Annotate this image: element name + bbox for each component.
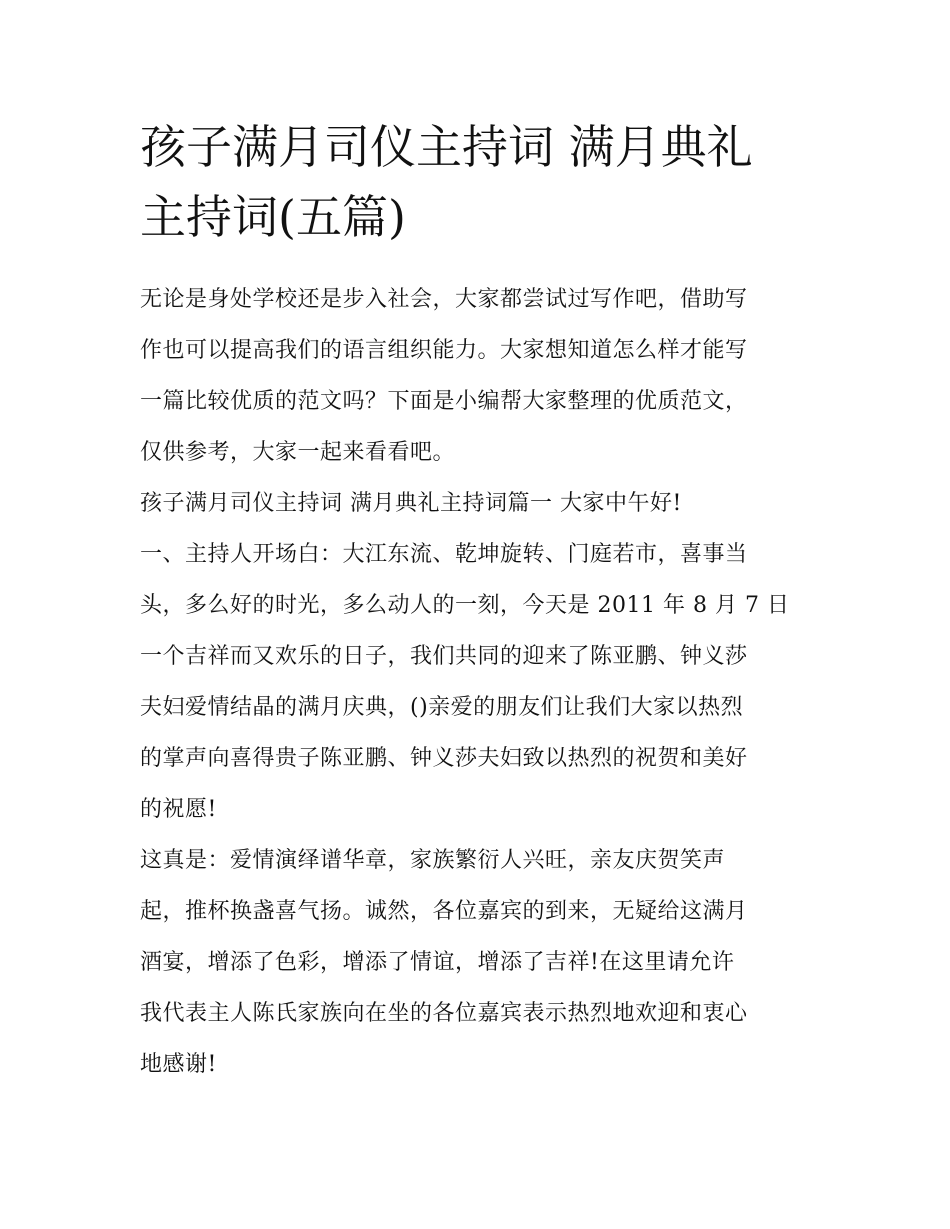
text-line: 一篇比较优质的范文吗？下面是小编帮大家整理的优质范文，: [140, 389, 748, 414]
text-line: 无论是身处学校还是步入社会，大家都尝试过写作吧，借助写: [140, 287, 748, 312]
text-line: 头，多么好的时光，多么动人的一刻，今天是 2011 年 8 月 7 日: [140, 593, 790, 618]
text-line: 仅供参考，大家一起来看看吧。: [140, 440, 456, 465]
document-title: [140, 112, 820, 252]
text-line: 地感谢!: [140, 1052, 217, 1077]
title-line: 主持词(五篇): [140, 190, 406, 244]
title-line: 孩子满月司仪主持词 满月典礼: [140, 120, 753, 174]
text-line: 的掌声向喜得贵子陈亚鹏、钟义莎夫妇致以热烈的祝贺和美好: [140, 746, 748, 771]
text-line: 一个吉祥而又欢乐的日子，我们共同的迎来了陈亚鹏、钟义莎: [140, 644, 748, 669]
text-line: 起，推杯换盏喜气扬。诚然，各位嘉宾的到来，无疑给这满月: [140, 899, 748, 924]
text-line: 作也可以提高我们的语言组织能力。大家想知道怎么样才能写: [140, 338, 748, 363]
paragraph-section-heading: [140, 478, 820, 529]
text-line: 我代表主人陈氏家族向在坐的各位嘉宾表示热烈地欢迎和衷心: [140, 1001, 748, 1026]
paragraph-opening-remarks: [140, 529, 820, 835]
text-line: 酒宴，增添了色彩，增添了情谊，增添了吉祥!在这里请允许: [140, 950, 735, 975]
paragraph-welcome: [140, 835, 820, 1090]
text-line: 一、主持人开场白：大江东流、乾坤旋转、门庭若市，喜事当: [140, 542, 748, 567]
paragraph-intro: [140, 274, 820, 478]
text-line: 这真是：爱情演绎谱华章，家族繁衍人兴旺，亲友庆贺笑声: [140, 848, 726, 873]
document-page: [140, 112, 820, 1090]
text-line: 孩子满月司仪主持词 满月典礼主持词篇一 大家中午好!: [140, 491, 682, 516]
text-line: 夫妇爱情结晶的满月庆典，()亲爱的朋友们让我们大家以热烈: [140, 695, 744, 720]
text-line: 的祝愿!: [140, 797, 217, 822]
document-body: [140, 274, 820, 1090]
